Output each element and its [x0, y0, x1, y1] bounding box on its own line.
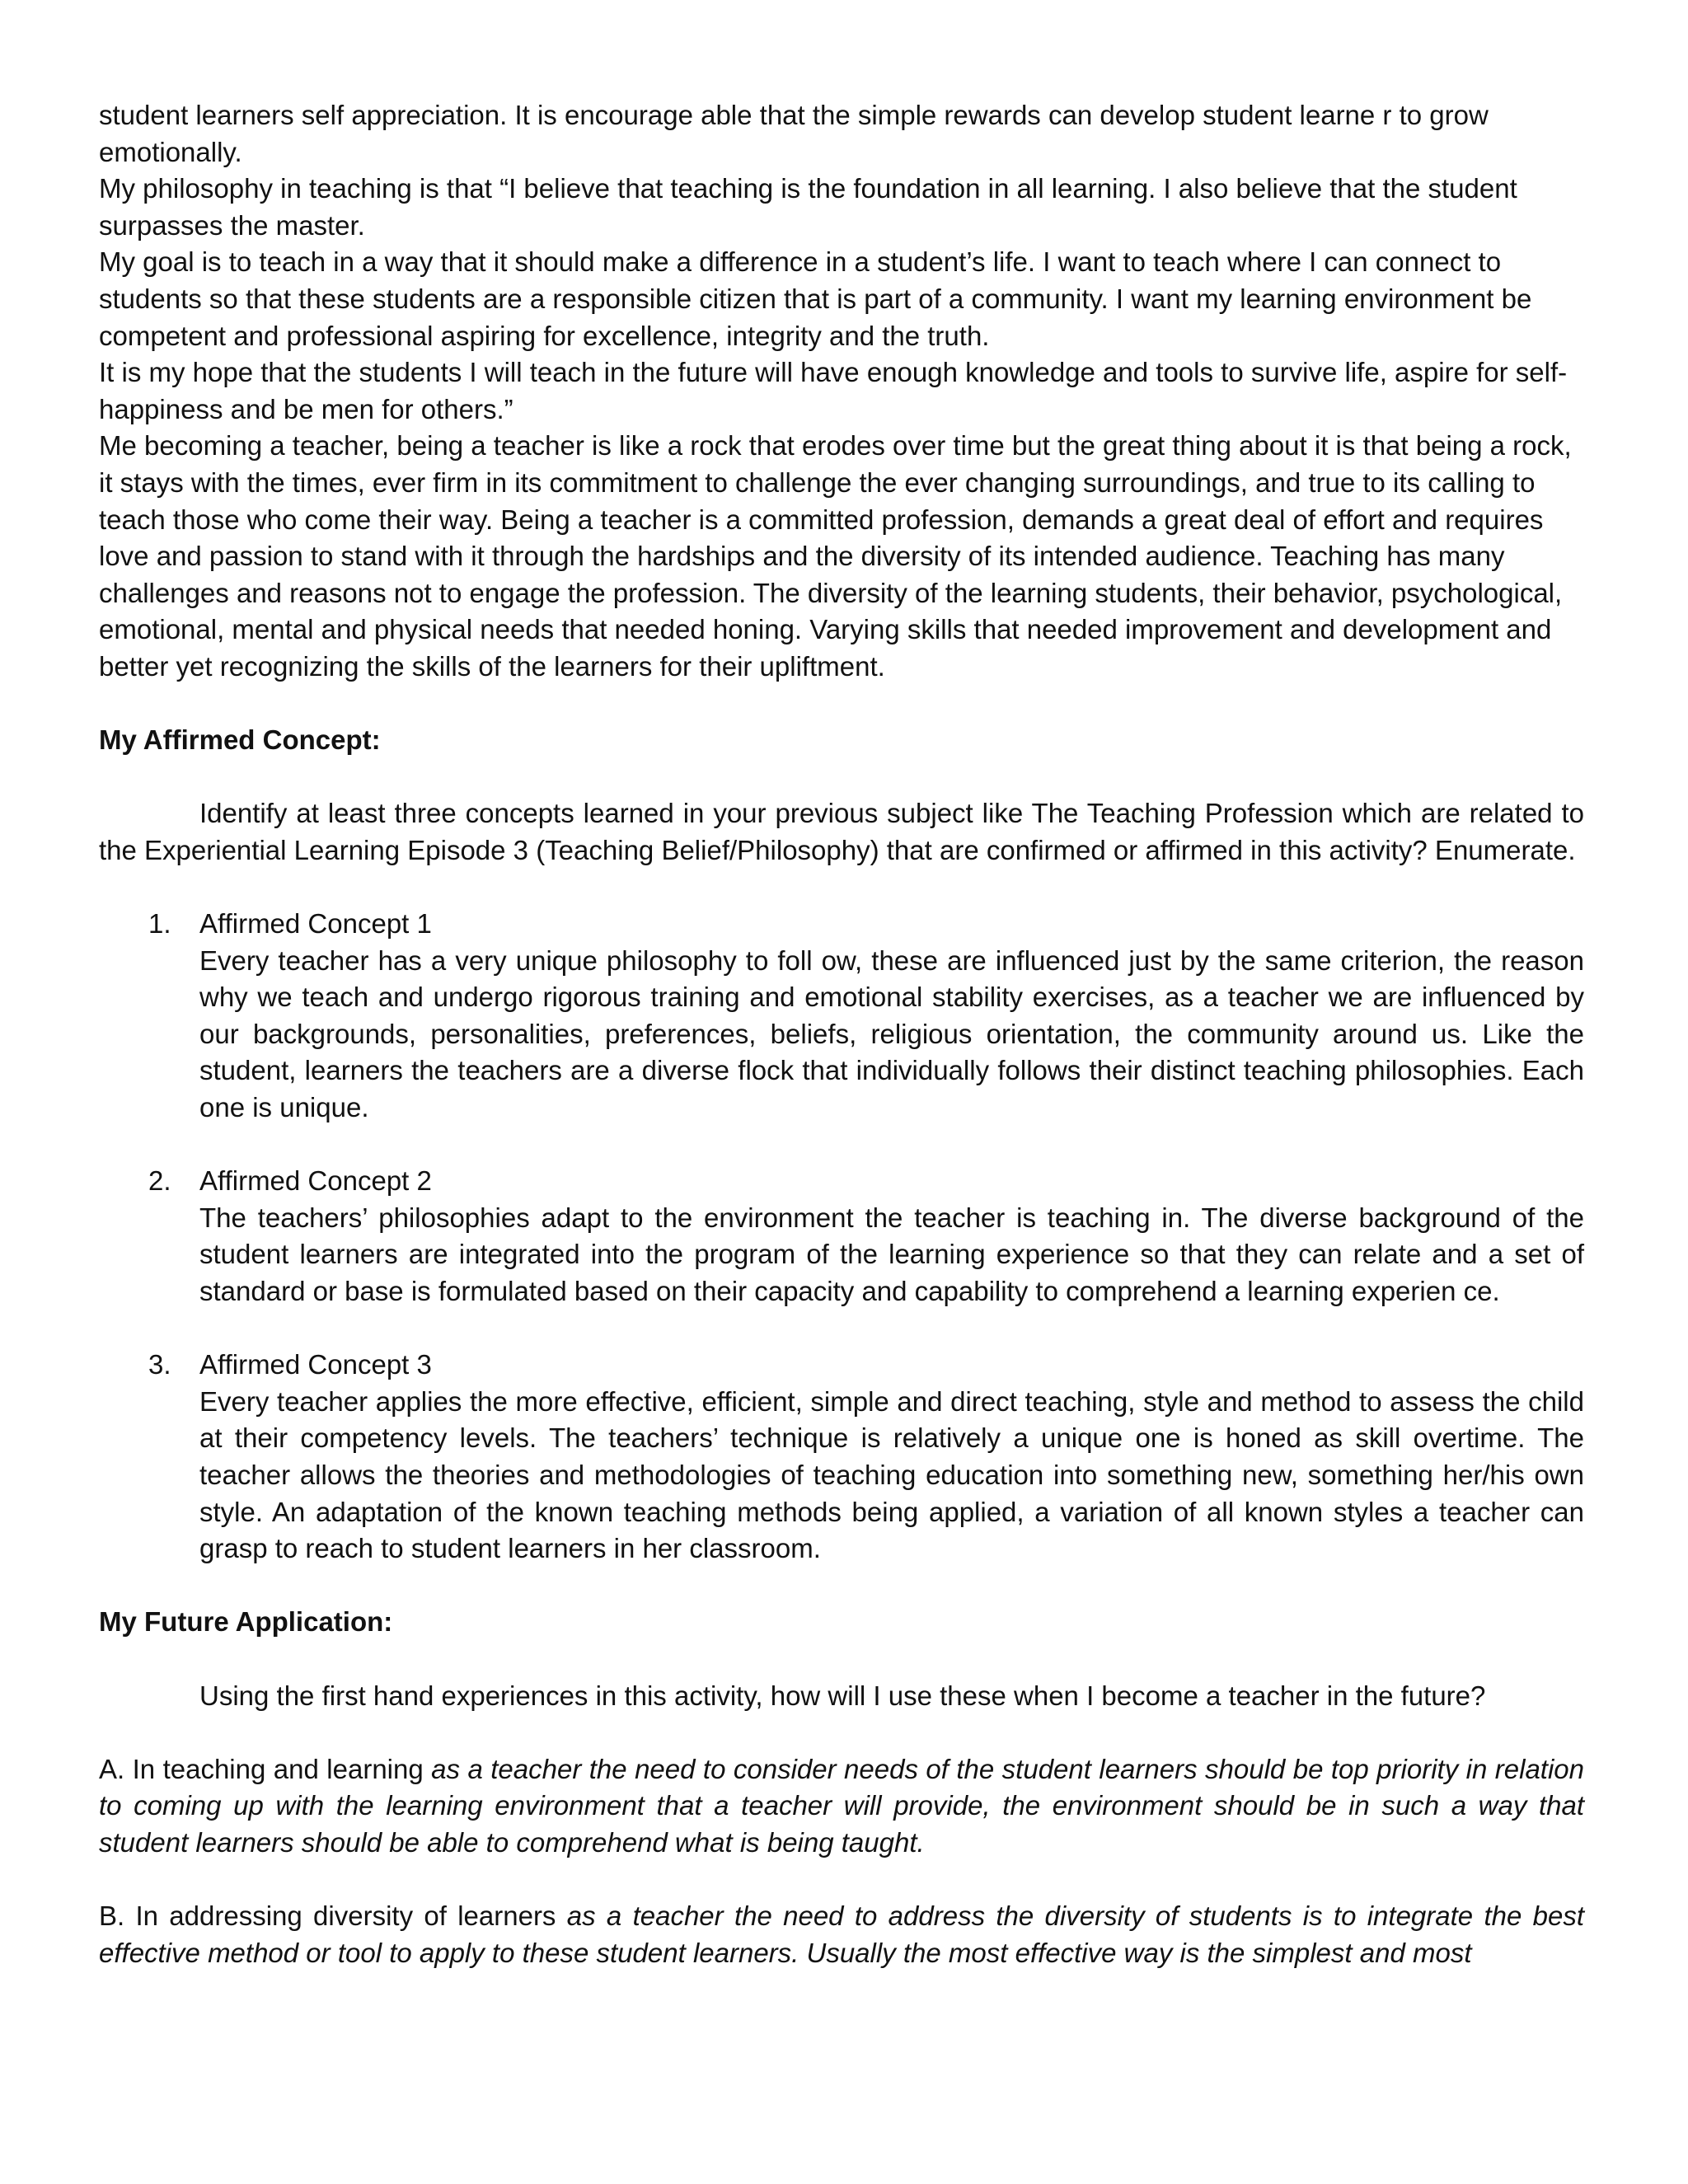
intro-paragraph-4: It is my hope that the students I will teach in the future will have enough knowledge and tools to survive life, aspire for self-happiness and be men for others.”	[99, 357, 1568, 424]
intro-paragraph-1: student learners self appreciation. It is encourage able that the simple rewards can develop student learne r to grow emotionally.	[99, 100, 1489, 167]
item-number: 3.	[148, 1349, 171, 1380]
future-application-item-b	[99, 1898, 1584, 1971]
affirmed-concept-item	[148, 1163, 1584, 1347]
affirmed-concept-list	[99, 906, 1584, 1568]
affirmed-concept-body: Every teacher applies the more effective, efficient, simple and direct teaching, style and method to assess the child at their competency levels. The teachers’ technique is relatively a unique one is honed as skill overtime. The teacher allows the theories and methodologies of teaching education into something new, something her/his own style. An adaptation of the known teaching methods being applied, a variation of all known styles a teacher can grasp to reach to student learners in her classroom.	[199, 1385, 1584, 1564]
future-application-item-a	[99, 1751, 1584, 1862]
future-application-heading: My Future Application:	[99, 1606, 393, 1638]
affirmed-concept-item	[148, 906, 1584, 1163]
affirmed-concept-title: Affirmed Concept 2	[199, 1165, 432, 1197]
item-number: 2.	[148, 1165, 171, 1197]
affirmed-concept-body: The teachers’ philosophies adapt to the environment the teacher is teaching in. The diverse background of the student learners are integrated into the program of the learning experience so that they can relate and a set of standard or base is formulated based on their capacity and capability to comprehend a learning experien ce.	[199, 1202, 1584, 1306]
item-lead: B. In addressing diversity of learners	[99, 1900, 567, 1932]
affirmed-concept-body: Every teacher has a very unique philosophy to foll ow, these are influenced just by the same criterion, the reason why we teach and undergo rigorous training and emotional stability exercises, as a teacher we are influenced by our backgrounds, personalities, preferences, beliefs, religious orientation, the community around us. Like the student, learners the teachers are a diverse flock that individually follows their distinct teaching philosophies. Each one is unique.	[199, 944, 1584, 1123]
item-number: 1.	[148, 908, 171, 940]
document-page	[99, 97, 1584, 1971]
intro-paragraph-2: My philosophy in teaching is that “I believe that teaching is the foundation in all learning. I also believe that the student surpasses the master.	[99, 173, 1517, 241]
intro-paragraph-5: Me becoming a teacher, being a teacher is like a rock that erodes over time but the great thing about it is that being a rock, it stays with the times, ever firm in its commitment to challenge the ever changing surroundings, and true to its calling to teach those who come their way. Being a teacher is a committed profession, demands a great deal of effort and requires love and passion to stand with it through the hardships and the diversity of its intended audience. Teaching has many challenges and reasons not to engage the profession. The diversity of the learning students, their behavior, psychological, emotional, mental and physical needs that needed honing. Varying skills that needed improvement and development and better yet recognizing the skills of the learners for their upliftment.	[99, 430, 1572, 682]
affirmed-concept-title: Affirmed Concept 3	[199, 1349, 432, 1380]
affirmed-concept-heading: My Affirmed Concept:	[99, 724, 381, 756]
future-application-prompt: Using the first hand experiences in this activity, how will I use these when I become a teacher in the future?	[199, 1680, 1486, 1711]
item-italic-text: as a teacher the need to consider needs of the student learners should be top priority in relation to coming up with the learning environment that a teacher will provide, the environment should be in such a way that student learners should be able to comprehend what is being taught.	[99, 1753, 1584, 1858]
item-italic-text: as a teacher the need to address the diversity of students is to integrate the best effective method or tool to apply to these student learners. Usually the most effective way is the simplest and most	[99, 1900, 1585, 1968]
affirmed-concept-prompt: Identify at least three concepts learned in your previous subject like The Teaching Profession which are related to the Experiential Learning Episode 3 (Teaching Belief/Philosophy) that are confirmed or affirmed in this activity? Enumerate.	[99, 798, 1584, 865]
affirmed-concept-title: Affirmed Concept 1	[199, 908, 432, 940]
affirmed-concept-item	[148, 1347, 1584, 1568]
intro-paragraph-3: My goal is to teach in a way that it should make a difference in a student’s life. I want to teach where I can connect to students so that these students are a responsible citizen that is part of a community. I want my learning environment be competent and professional aspiring for excellence, integrity and the truth.	[99, 246, 1532, 351]
item-lead: A. In teaching and learning	[99, 1753, 432, 1784]
